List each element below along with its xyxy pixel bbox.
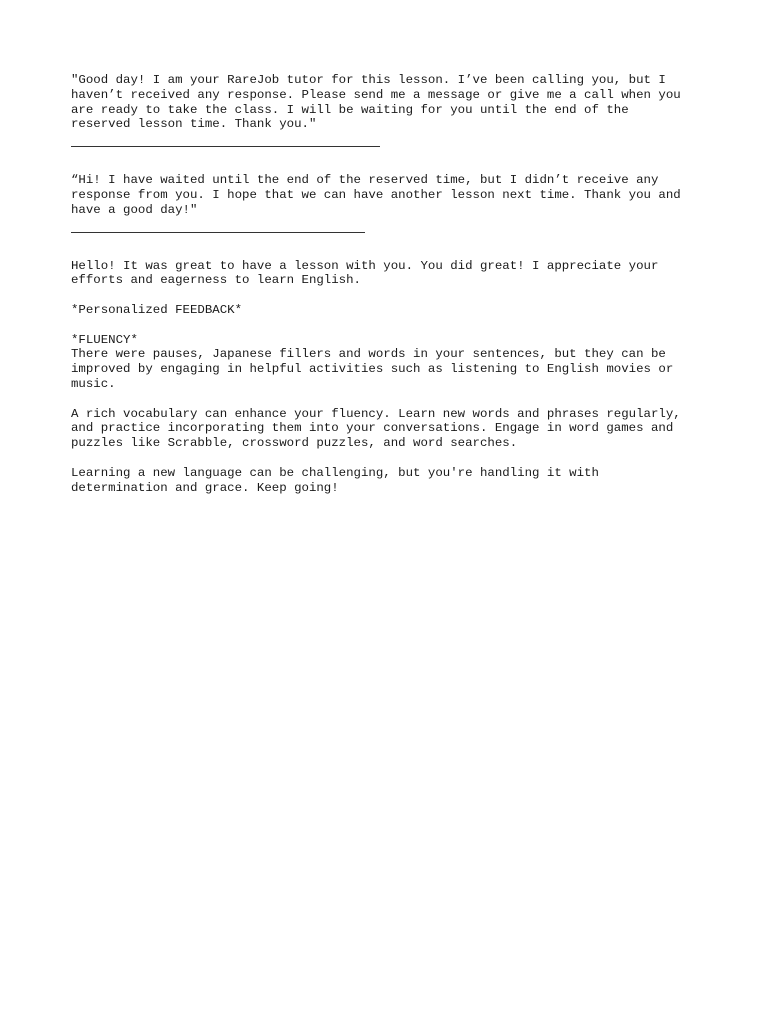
message-calling-no-response: "Good day! I am your RareJob tutor for this lesson. I’ve been calling you, but I haven’t received any response. Please send me a message or give me a call when you are ready to take the class. I will be waiting for you until the end of the reserved lesson time. Thank you."	[71, 73, 681, 132]
fluency-heading: *FLUENCY*	[71, 332, 138, 347]
fluency-text: There were pauses, Japanese fillers and words in your sentences, but they can be improved by engaging in helpful activities such as listening to English movies or music.	[71, 347, 674, 391]
closing-text: Learning a new language can be challenging, but you're handling it with determination and grace. Keep going!	[71, 465, 599, 495]
feedback-heading: *Personalized FEEDBACK*	[71, 302, 243, 317]
document-body	[71, 73, 711, 495]
separator-line	[71, 146, 380, 147]
separator-line	[71, 232, 365, 233]
feedback-greeting: Hello! It was great to have a lesson with you. You did great! I appreciate your efforts and eagerness to learn English.	[71, 258, 659, 288]
message-waited-no-response: “Hi! I have waited until the end of the reserved time, but I didn’t receive any response from you. I hope that we can have another lesson next time. Thank you and have a good day!"	[71, 173, 681, 217]
vocabulary-text: A rich vocabulary can enhance your fluency. Learn new words and phrases regularly, and practice incorporating them into your conversations. Engage in word games and puzzles like Scrabble, crossword puzzles, and word searches.	[71, 406, 681, 451]
